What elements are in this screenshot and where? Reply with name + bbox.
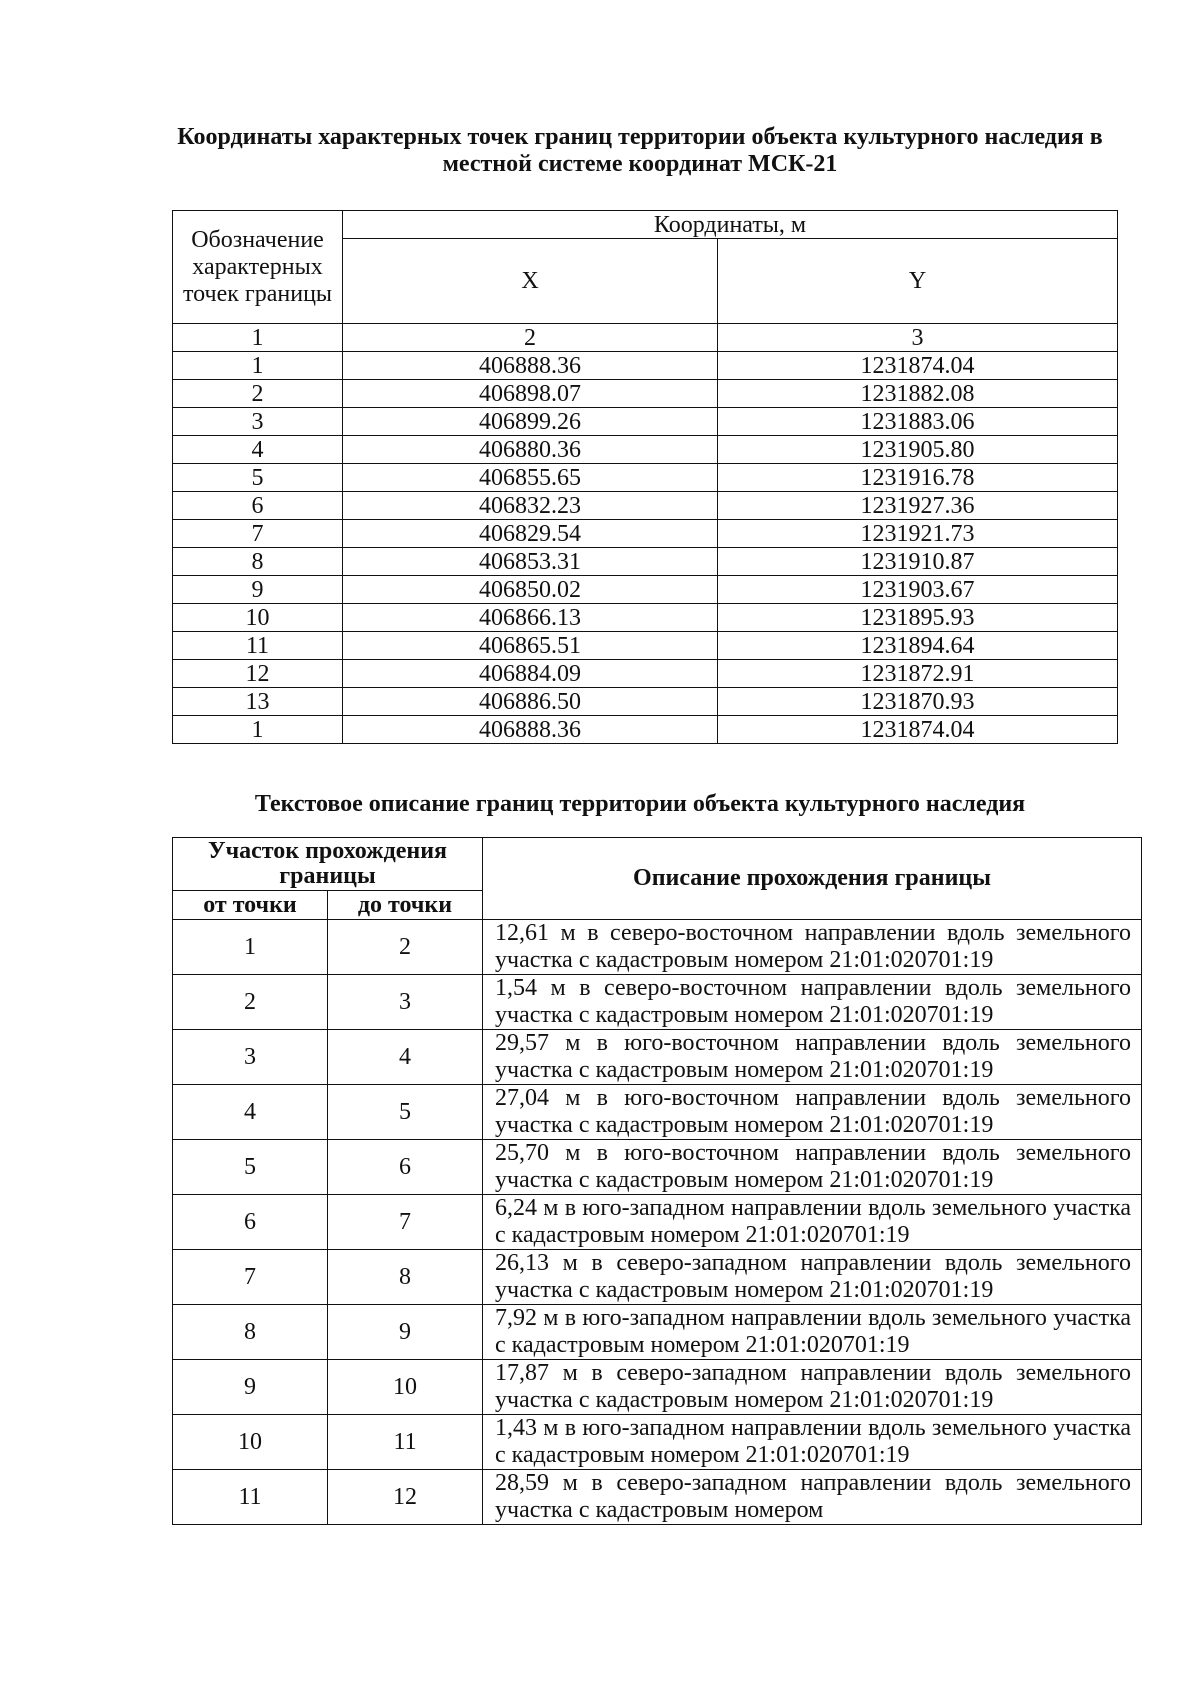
to-point: 11	[328, 1415, 483, 1470]
x-coordinate: 406866.13	[343, 604, 718, 632]
point-id: 5	[173, 464, 343, 492]
table-row	[173, 464, 1118, 492]
y-coordinate: 1231895.93	[718, 604, 1118, 632]
x-coordinate: 406829.54	[343, 520, 718, 548]
table-row	[173, 632, 1118, 660]
header-description: Описание прохождения границы	[483, 838, 1142, 920]
from-point: 11	[173, 1470, 328, 1525]
point-id: 4	[173, 436, 343, 464]
table-row	[173, 492, 1118, 520]
y-coordinate: 1231882.08	[718, 380, 1118, 408]
from-point: 4	[173, 1085, 328, 1140]
table-row	[173, 1415, 1142, 1470]
point-id: 8	[173, 548, 343, 576]
to-point: 4	[328, 1030, 483, 1085]
x-coordinate: 406899.26	[343, 408, 718, 436]
table-row	[173, 975, 1142, 1030]
boundary-description: 1,43 м в юго-западном направлении вдоль земельного участка с кадастровым номером 21:01:020701:19	[483, 1415, 1142, 1470]
to-point: 7	[328, 1195, 483, 1250]
x-coordinate: 406855.65	[343, 464, 718, 492]
x-coordinate: 406832.23	[343, 492, 718, 520]
header-to-point: до точки	[328, 891, 483, 920]
to-point: 6	[328, 1140, 483, 1195]
boundary-description: 25,70 м в юго-восточном направлении вдоль земельного участка с кадастровым номером 21:01:020701:19	[483, 1140, 1142, 1195]
table-row	[173, 1360, 1142, 1415]
boundary-description: 6,24 м в юго-западном направлении вдоль земельного участка с кадастровым номером 21:01:020701:19	[483, 1195, 1142, 1250]
y-coordinate: 1231874.04	[718, 716, 1118, 744]
x-coordinate: 406884.09	[343, 660, 718, 688]
from-point: 2	[173, 975, 328, 1030]
point-id: 11	[173, 632, 343, 660]
y-coordinate: 1231894.64	[718, 632, 1118, 660]
to-point: 9	[328, 1305, 483, 1360]
table-row	[173, 352, 1118, 380]
x-coordinate: 406888.36	[343, 716, 718, 744]
y-coordinate: 1231921.73	[718, 520, 1118, 548]
from-point: 6	[173, 1195, 328, 1250]
table-row	[173, 520, 1118, 548]
column-number: 1	[173, 324, 343, 352]
table-row	[173, 1250, 1142, 1305]
x-coordinate: 406850.02	[343, 576, 718, 604]
to-point: 8	[328, 1250, 483, 1305]
table-row	[173, 1195, 1142, 1250]
table-row	[173, 1305, 1142, 1360]
table-row	[173, 604, 1118, 632]
description-title: Текстовое описание границ территории объекта культурного наследия	[254, 791, 1026, 817]
boundary-description: 17,87 м в северо-западном направлении вдоль земельного участка с кадастровым номером 21:01:020701:19	[483, 1360, 1142, 1415]
header-point-designation: Обозначение характерных точек границы	[173, 211, 343, 324]
header-coordinates: Координаты, м	[343, 211, 1118, 239]
to-point: 3	[328, 975, 483, 1030]
x-coordinate: 406886.50	[343, 688, 718, 716]
boundary-description: 29,57 м в юго-восточном направлении вдоль земельного участка с кадастровым номером 21:01:020701:19	[483, 1030, 1142, 1085]
column-number: 2	[343, 324, 718, 352]
boundary-description-table	[172, 837, 1142, 1525]
table-row	[173, 436, 1118, 464]
point-id: 7	[173, 520, 343, 548]
boundary-description: 26,13 м в северо-западном направлении вдоль земельного участка с кадастровым номером 21:01:020701:19	[483, 1250, 1142, 1305]
table-row	[173, 920, 1142, 975]
table-row	[173, 660, 1118, 688]
point-id: 2	[173, 380, 343, 408]
point-id: 12	[173, 660, 343, 688]
table-row	[173, 1140, 1142, 1195]
point-id: 13	[173, 688, 343, 716]
y-coordinate: 1231883.06	[718, 408, 1118, 436]
y-coordinate: 1231910.87	[718, 548, 1118, 576]
x-coordinate: 406880.36	[343, 436, 718, 464]
table-row	[173, 688, 1118, 716]
y-coordinate: 1231905.80	[718, 436, 1118, 464]
x-coordinate: 406853.31	[343, 548, 718, 576]
table-row	[173, 576, 1118, 604]
point-id: 10	[173, 604, 343, 632]
coordinates-title: Координаты характерных точек границ территории объекта культурного наследия в местной системе координат МСК-21	[177, 124, 1103, 177]
point-id: 9	[173, 576, 343, 604]
point-id: 3	[173, 408, 343, 436]
column-number: 3	[718, 324, 1118, 352]
y-coordinate: 1231874.04	[718, 352, 1118, 380]
header-segment: Участок прохождения границы	[173, 838, 483, 891]
boundary-description: 7,92 м в юго-западном направлении вдоль земельного участка с кадастровым номером 21:01:020701:19	[483, 1305, 1142, 1360]
from-point: 1	[173, 920, 328, 975]
x-coordinate: 406865.51	[343, 632, 718, 660]
from-point: 10	[173, 1415, 328, 1470]
table-row	[173, 380, 1118, 408]
point-id: 6	[173, 492, 343, 520]
to-point: 2	[328, 920, 483, 975]
from-point: 5	[173, 1140, 328, 1195]
from-point: 8	[173, 1305, 328, 1360]
to-point: 10	[328, 1360, 483, 1415]
boundary-description: 28,59 м в северо-западном направлении вдоль земельного участка с кадастровым номером	[483, 1470, 1142, 1525]
from-point: 7	[173, 1250, 328, 1305]
y-coordinate: 1231927.36	[718, 492, 1118, 520]
boundary-description: 1,54 м в северо-восточном направлении вдоль земельного участка с кадастровым номером 21:01:020701:19	[483, 975, 1142, 1030]
table-row	[173, 408, 1118, 436]
y-coordinate: 1231872.91	[718, 660, 1118, 688]
to-point: 12	[328, 1470, 483, 1525]
coordinates-table	[172, 210, 1118, 744]
header-x: X	[343, 239, 718, 324]
y-coordinate: 1231903.67	[718, 576, 1118, 604]
from-point: 9	[173, 1360, 328, 1415]
to-point: 5	[328, 1085, 483, 1140]
point-id: 1	[173, 352, 343, 380]
x-coordinate: 406898.07	[343, 380, 718, 408]
table-row	[173, 1470, 1142, 1525]
table-row	[173, 1030, 1142, 1085]
table-row	[173, 716, 1118, 744]
header-from-point: от точки	[173, 891, 328, 920]
point-id: 1	[173, 716, 343, 744]
table-row	[173, 548, 1118, 576]
y-coordinate: 1231870.93	[718, 688, 1118, 716]
boundary-description: 27,04 м в юго-восточном направлении вдоль земельного участка с кадастровым номером 21:01:020701:19	[483, 1085, 1142, 1140]
y-coordinate: 1231916.78	[718, 464, 1118, 492]
header-y: Y	[718, 239, 1118, 324]
from-point: 3	[173, 1030, 328, 1085]
boundary-description: 12,61 м в северо-восточном направлении вдоль земельного участка с кадастровым номером 21:01:020701:19	[483, 920, 1142, 975]
x-coordinate: 406888.36	[343, 352, 718, 380]
table-row	[173, 1085, 1142, 1140]
